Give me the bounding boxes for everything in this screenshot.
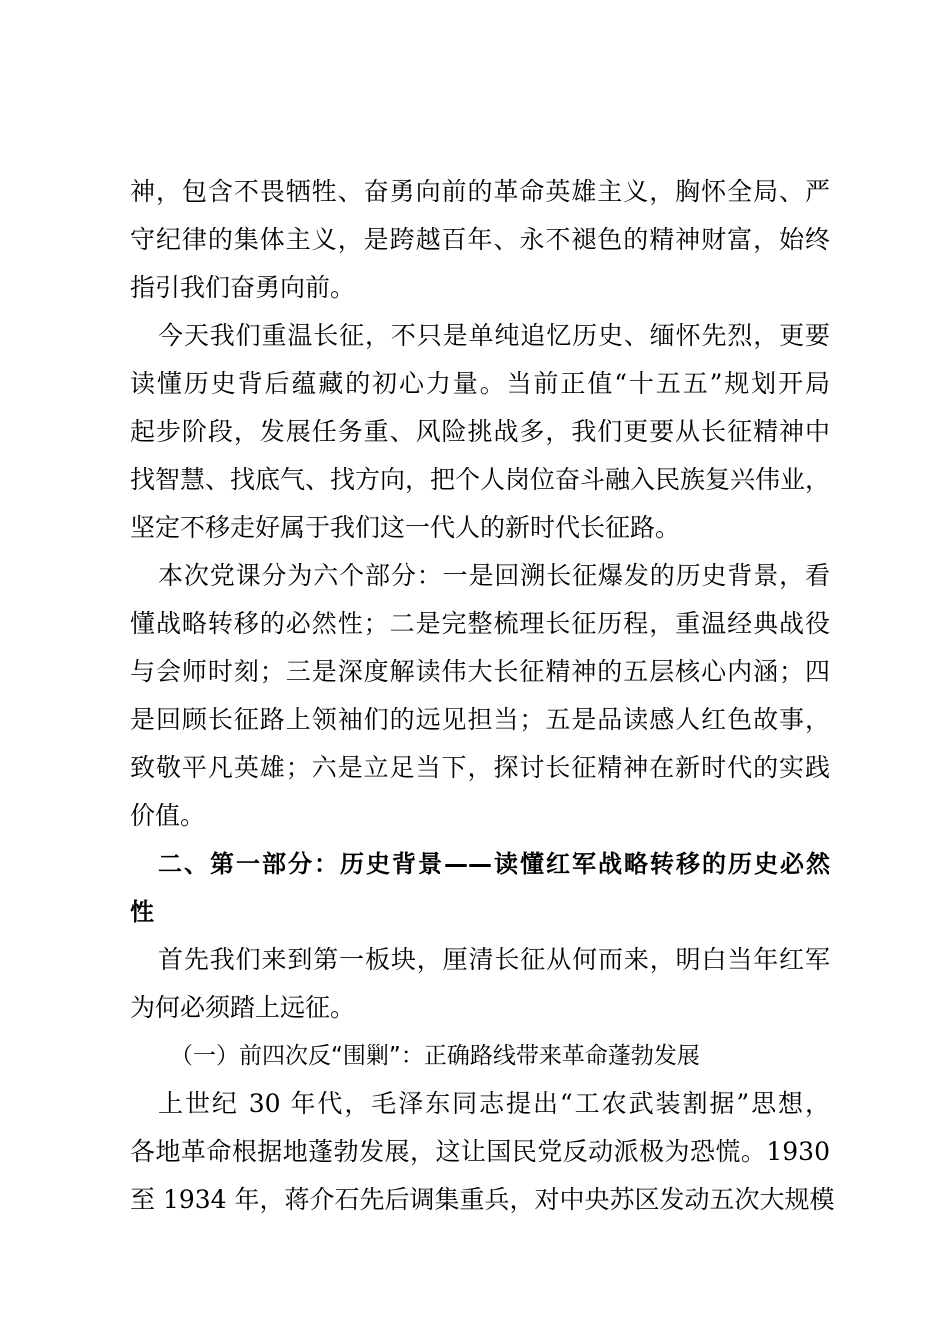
- text-line: 守纪律的集体主义，是跨越百年、永不褪色的精神财富，始终: [130, 225, 830, 254]
- subsection-heading: （一）前四次反“围剿”：正确路线带来革命蓬勃发展: [170, 1043, 700, 1069]
- text-line: 是回顾长征路上领袖们的远见担当；五是品读感人红色故事，: [130, 705, 830, 734]
- text-line: 今天我们重温长征，不只是单纯追忆历史、缅怀先烈，更要: [158, 321, 830, 350]
- text-line: 上世纪 30 年代，毛泽东同志提出“工农武装割据”思想，: [158, 1089, 830, 1118]
- text-line: 读懂历史背后蕴藏的初心力量。当前正值“十五五”规划开局: [130, 369, 830, 398]
- text-line: 起步阶段，发展任务重、风险挑战多，我们更要从长征精神中: [130, 417, 830, 446]
- text-line: 为何必须踏上远征。: [130, 993, 356, 1022]
- text-line: 与会师时刻；三是深度解读伟大长征精神的五层核心内涵；四: [130, 657, 830, 686]
- text-line: 本次党课分为六个部分：一是回溯长征爆发的历史背景，看: [158, 561, 830, 590]
- text-line: 价值。: [130, 801, 206, 830]
- text-line: 懂战略转移的必然性；二是完整梳理长征历程，重温经典战役: [130, 609, 830, 638]
- section-heading: 性: [130, 898, 154, 926]
- text-line: 至 1934 年，蒋介石先后调集重兵，对中央苏区发动五次大规模: [130, 1185, 835, 1214]
- text-line: 神，包含不畏牺牲、奋勇向前的革命英雄主义，胸怀全局、严: [130, 177, 830, 206]
- text-line: 找智慧、找底气、找方向，把个人岗位奋斗融入民族复兴伟业，: [130, 465, 831, 494]
- text-line: 指引我们奋勇向前。: [130, 273, 356, 302]
- text-line: 致敬平凡英雄；六是立足当下，探讨长征精神在新时代的实践: [130, 753, 830, 782]
- text-line: 各地革命根据地蓬勃发展，这让国民党反动派极为恐慌。1930: [130, 1137, 830, 1166]
- section-heading: 二、第一部分：历史背景——读懂红军战略转移的历史必然: [158, 850, 830, 878]
- text-line: 坚定不移走好属于我们这一代人的新时代长征路。: [130, 513, 681, 542]
- text-line: 首先我们来到第一板块，厘清长征从何而来，明白当年红军: [158, 945, 830, 974]
- document-body: [130, 168, 835, 1224]
